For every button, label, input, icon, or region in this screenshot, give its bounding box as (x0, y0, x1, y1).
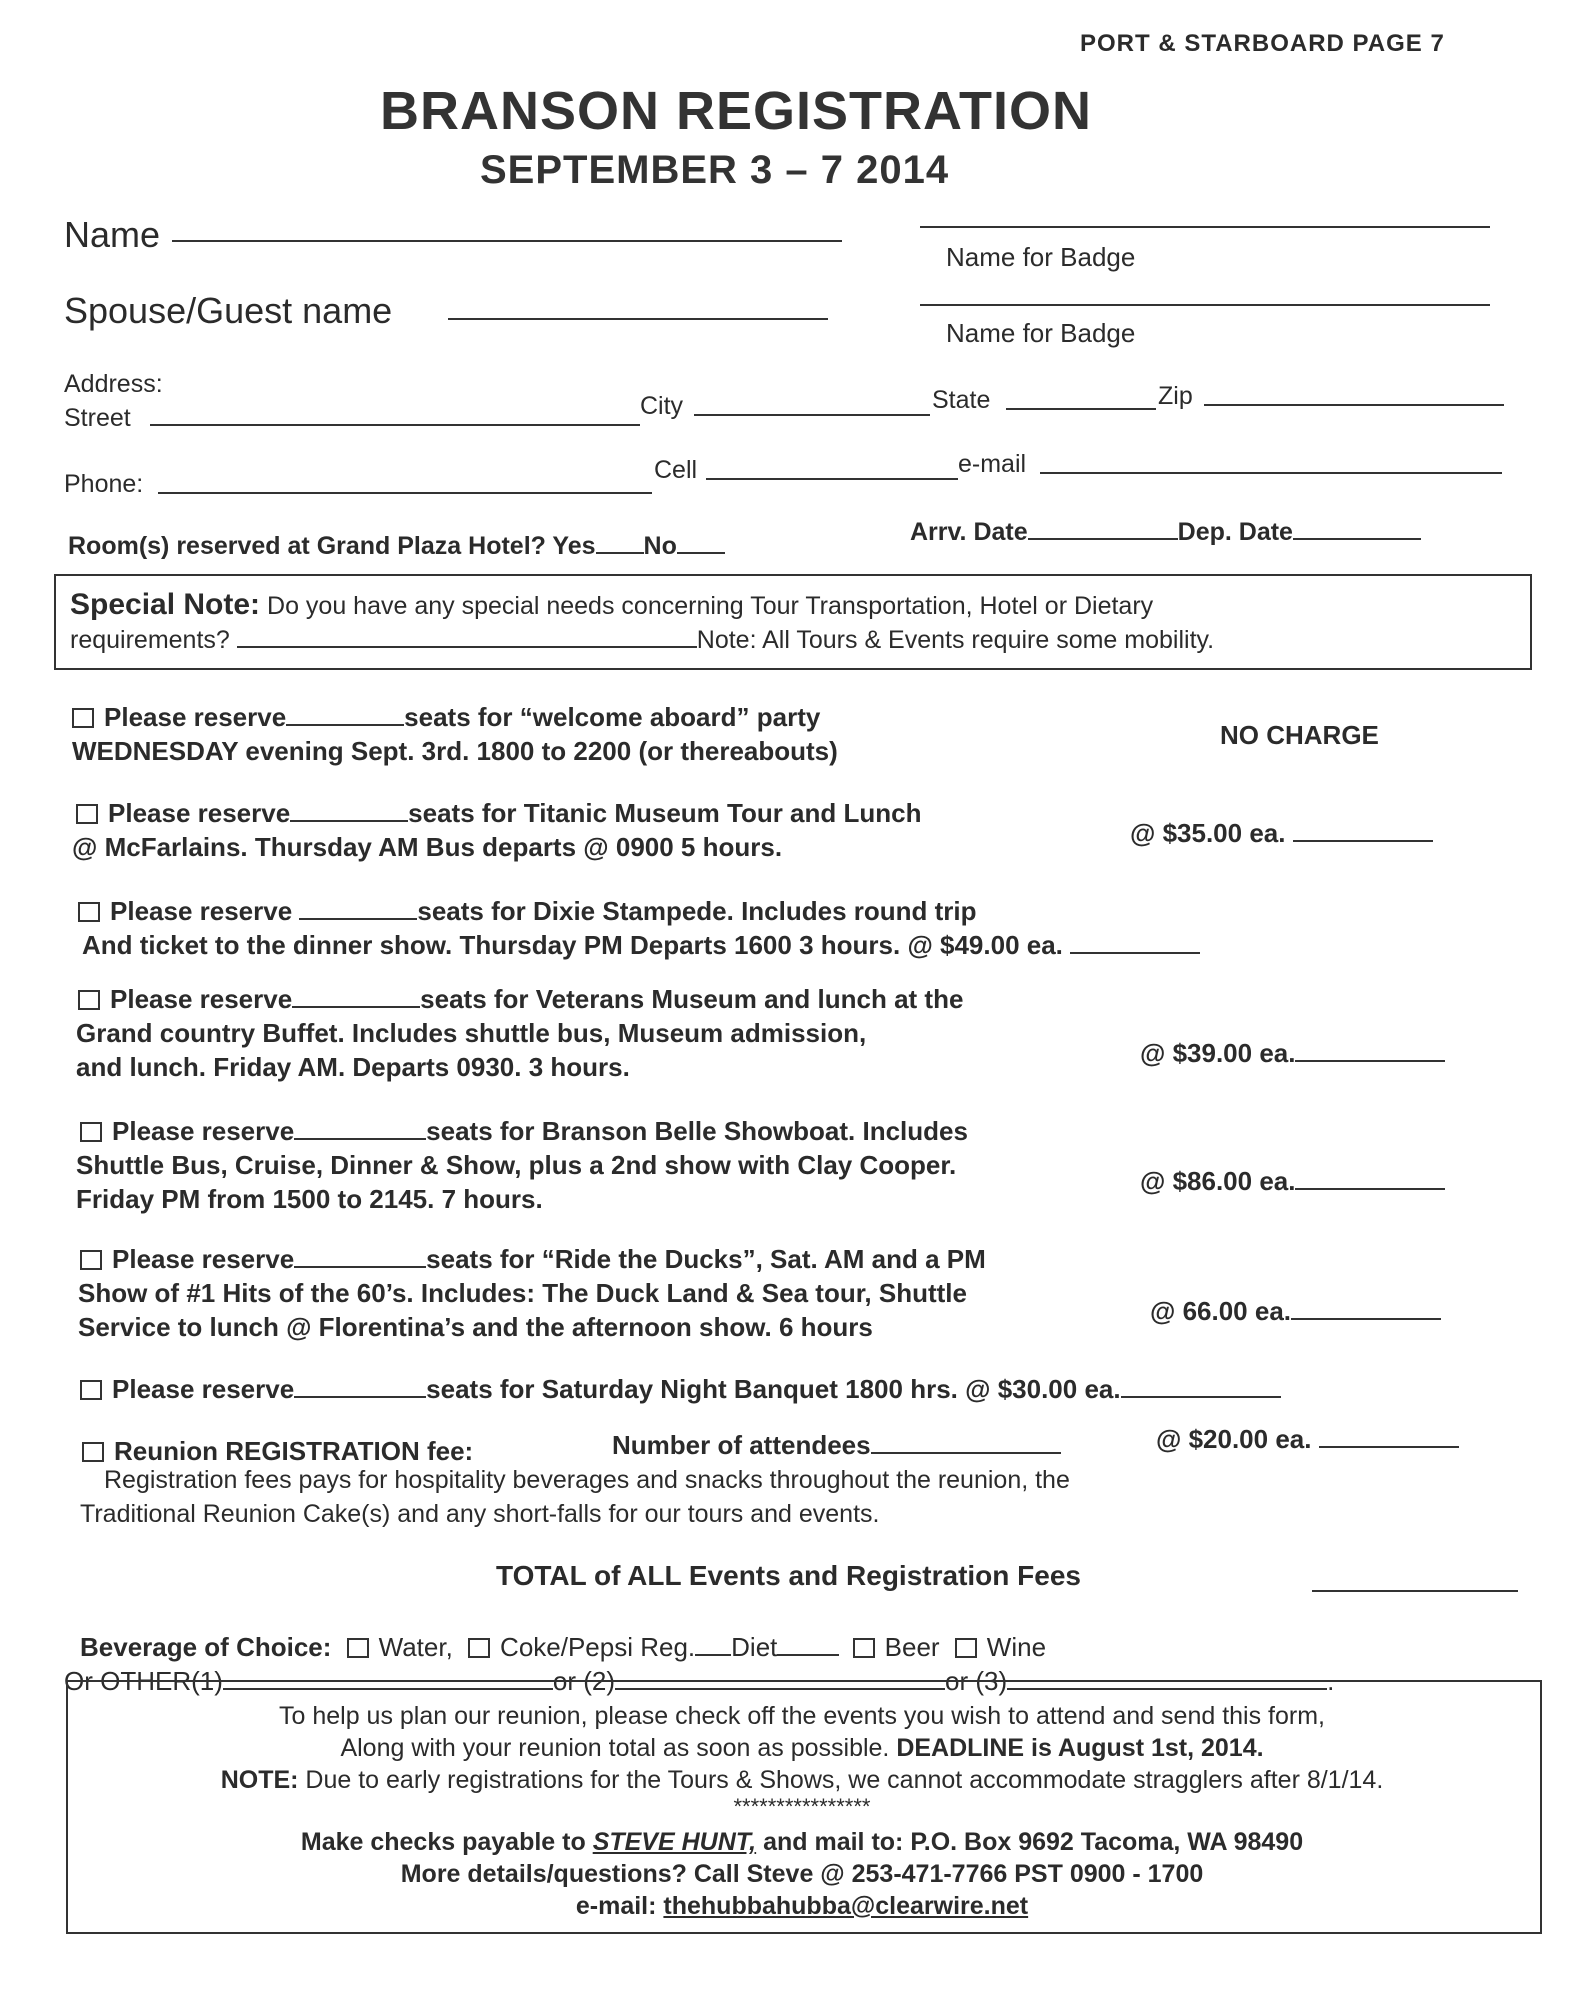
event-titanic-line2: @ McFarlains. Thursday AM Bus departs @ 0900 5 hours. (72, 832, 783, 862)
event-desc: seats for Branson Belle Showboat. Includes (426, 1116, 968, 1146)
room-label (68, 532, 725, 561)
event-banquet-seats-field[interactable] (294, 1395, 426, 1398)
event-titanic-amount-field[interactable] (1293, 839, 1433, 842)
event-showboat-checkbox[interactable] (80, 1122, 102, 1142)
registration-attendees (612, 1430, 1061, 1461)
special-note-line2 (70, 626, 1214, 655)
zip-field[interactable] (1204, 404, 1504, 406)
arrival-label (910, 518, 1421, 547)
total-field[interactable] (1312, 1590, 1518, 1592)
footer-email (66, 1892, 1538, 1921)
room-yes-field[interactable] (596, 551, 644, 554)
event-showboat-line2: Shuttle Bus, Cruise, Dinner & Show, plus a 2nd show with Clay Cooper. (76, 1150, 957, 1180)
special-note-label: Special Note: (70, 588, 261, 621)
event-desc: And ticket to the dinner show. Thursday PM Departs 1600 3 hours. (82, 930, 901, 960)
event-showboat-line1 (80, 1116, 968, 1147)
event-veterans-line2: Grand country Buffet. Includes shuttle bus, Museum admission, (76, 1018, 867, 1048)
page-label: PORT & STARBOARD PAGE 7 (1080, 30, 1445, 57)
price-text: @ $86.00 ea. (1140, 1166, 1296, 1196)
event-veterans-checkbox[interactable] (78, 990, 100, 1010)
event-titanic-checkbox[interactable] (76, 804, 98, 824)
wine-label: Wine (986, 1632, 1047, 1662)
registration-checkbox[interactable] (82, 1442, 104, 1462)
event-showboat-price (1140, 1166, 1445, 1197)
event-banquet-line1 (80, 1374, 1281, 1405)
special-note-text: Do you have any special needs concerning Tour Transportation, Hotel or Dietary (267, 592, 1154, 620)
event-veterans-seats-field[interactable] (292, 1005, 420, 1008)
street-field[interactable] (150, 424, 640, 426)
mail-address: and mail to: P.O. Box 9692 Tacoma, WA 98490 (756, 1828, 1304, 1856)
special-note-requirements: requirements? (70, 626, 230, 654)
price-text: @ $35.00 ea. (1130, 818, 1286, 848)
page-title: BRANSON REGISTRATION (380, 81, 1093, 141)
event-titanic-seats-field[interactable] (290, 819, 408, 822)
phone-label: Phone: (64, 470, 144, 498)
other-line: Or OTHER(1) or (2) or (3) . (64, 1666, 1335, 1696)
wine-checkbox[interactable] (955, 1638, 977, 1658)
event-welcome-line2: WEDNESDAY evening Sept. 3rd. 1800 to 2200 (or thereabouts) (72, 736, 838, 766)
zip-label: Zip (1158, 382, 1193, 410)
event-titanic-line1 (76, 798, 922, 829)
event-banquet-amount-field[interactable] (1121, 1395, 1281, 1398)
payee-name: STEVE HUNT, (592, 1828, 757, 1856)
attendees-field[interactable] (871, 1451, 1061, 1454)
event-label: Please reserve (112, 1116, 295, 1146)
room-no-field[interactable] (677, 551, 725, 554)
event-ducks-seats-field[interactable] (294, 1265, 426, 1268)
event-welcome-price: NO CHARGE (1220, 720, 1379, 750)
event-showboat-seats-field[interactable] (294, 1137, 426, 1140)
spouse-field[interactable] (448, 318, 828, 320)
event-desc: seats for Veterans Museum and lunch at the (420, 984, 964, 1014)
cell-field[interactable] (706, 478, 958, 480)
departure-date-field[interactable] (1293, 537, 1421, 540)
cell-label: Cell (654, 456, 698, 484)
price-text: @ $39.00 ea. (1140, 1038, 1296, 1068)
spouse-label: Spouse/Guest name (64, 290, 393, 331)
note-label: NOTE: (220, 1766, 299, 1794)
stars-divider: **************** (733, 1794, 871, 1819)
event-label: Please reserve (108, 798, 291, 828)
event-veterans-amount-field[interactable] (1295, 1059, 1445, 1062)
event-welcome-seats-field[interactable] (286, 723, 404, 726)
event-ducks-amount-field[interactable] (1291, 1317, 1441, 1320)
spouse-badge-label: Name for Badge (946, 318, 1136, 348)
registration-line (82, 1436, 473, 1467)
arrival-text: Arrv. Date (910, 518, 1028, 546)
event-dixie-seats-field[interactable] (299, 917, 417, 920)
event-desc: seats for Dixie Stampede. Includes round trip (417, 896, 977, 926)
event-label: Please reserve (110, 984, 293, 1014)
event-dixie-price: @ $49.00 ea. (907, 930, 1063, 960)
registration-price (1156, 1424, 1459, 1455)
attendees-label: Number of attendees (612, 1430, 871, 1460)
arrival-date-field[interactable] (1028, 537, 1178, 540)
page-subtitle: SEPTEMBER 3 – 7 2014 (480, 148, 950, 192)
event-dixie-amount-field[interactable] (1070, 951, 1200, 954)
event-banquet-price: @ $30.00 ea. (965, 1374, 1121, 1404)
event-showboat-amount-field[interactable] (1295, 1187, 1445, 1190)
street-label: Street (64, 404, 131, 432)
event-label: Please reserve (104, 702, 287, 732)
event-ducks-line3: Service to lunch @ Florentina’s and the afternoon show. 6 hours (78, 1312, 873, 1342)
checks-text: Make checks payable to (300, 1828, 593, 1856)
city-field[interactable] (694, 414, 930, 416)
footer-text: Along with your reunion total as soon as possible. (340, 1734, 897, 1762)
event-welcome-line1 (72, 702, 820, 733)
badge-name-field[interactable] (920, 226, 1490, 228)
diet-label: Diet (731, 1632, 778, 1662)
price-text: @ $20.00 ea. (1156, 1424, 1312, 1454)
water-label: Water, (378, 1632, 453, 1662)
footer-line1: To help us plan our reunion, please check off the events you wish to attend and send this form, (278, 1702, 1326, 1730)
beverage-label: Beverage of Choice: (80, 1632, 332, 1662)
name-field[interactable] (172, 240, 842, 242)
event-ducks-line2: Show of #1 Hits of the 60’s. Includes: The Duck Land & Sea tour, Shuttle (78, 1278, 967, 1308)
registration-label: Reunion REGISTRATION fee: (114, 1436, 474, 1466)
state-field[interactable] (1006, 408, 1156, 410)
event-titanic-price (1130, 818, 1433, 849)
event-ducks-checkbox[interactable] (80, 1250, 102, 1270)
event-desc: seats for “welcome aboard” party (404, 702, 821, 732)
footer-details: More details/questions? Call Steve @ 253-471-7766 PST 0900 - 1700 (400, 1860, 1204, 1888)
event-desc: seats for Titanic Museum Tour and Lunch (408, 798, 922, 828)
state-label: State (932, 386, 991, 414)
event-desc: seats for “Ride the Ducks”, Sat. AM and a PM (426, 1244, 986, 1274)
spouse-badge-field[interactable] (920, 304, 1490, 306)
badge-label: Name for Badge (946, 242, 1136, 272)
note-text: Due to early registrations for the Tours & Shows, we cannot accommodate stragglers after 8/1/14. (298, 1766, 1384, 1794)
registration-amount-field[interactable] (1319, 1445, 1459, 1448)
email-label-text: e-mail: (575, 1892, 664, 1920)
email-field[interactable] (1040, 472, 1502, 474)
price-text: @ 66.00 ea. (1150, 1296, 1292, 1326)
event-veterans-line1 (78, 984, 963, 1015)
special-needs-field[interactable] (237, 645, 697, 648)
beer-checkbox[interactable] (853, 1638, 875, 1658)
other-label: Or OTHER(1) (64, 1666, 223, 1696)
event-banquet-checkbox[interactable] (80, 1380, 102, 1400)
event-dixie-line2 (82, 930, 1200, 961)
event-ducks-line1 (80, 1244, 986, 1275)
event-welcome-checkbox[interactable] (72, 708, 94, 728)
event-showboat-line3: Friday PM from 1500 to 2145. 7 hours. (76, 1184, 543, 1214)
event-desc: seats for Saturday Night Banquet 1800 hrs. (426, 1374, 958, 1404)
phone-field[interactable] (158, 492, 652, 494)
event-veterans-price (1140, 1038, 1445, 1069)
footer-line3 (66, 1766, 1538, 1795)
event-dixie-line1 (78, 896, 977, 927)
deadline-text: DEADLINE is August 1st, 2014. (896, 1734, 1264, 1762)
address-label: Address: (64, 370, 163, 398)
event-label: Please reserve (110, 896, 300, 926)
departure-text: Dep. Date (1177, 518, 1293, 546)
event-label: Please reserve (112, 1374, 295, 1404)
coke-label: Coke/Pepsi Reg. (500, 1632, 696, 1662)
special-note-mobility: Note: All Tours & Events require some mobility. (696, 626, 1215, 654)
event-dixie-checkbox[interactable] (78, 902, 100, 922)
registration-desc2: Traditional Reunion Cake(s) and any short-falls for our tours and events. (80, 1500, 880, 1528)
or3-label: or (3) (945, 1666, 1008, 1696)
registration-desc1: Registration fees pays for hospitality beverages and snacks throughout the reunion, the (104, 1466, 1070, 1494)
total-label: TOTAL of ALL Events and Registration Fees (496, 1560, 1081, 1591)
event-label: Please reserve (112, 1244, 295, 1274)
city-label: City (640, 392, 684, 420)
coke-reg-field[interactable] (695, 1653, 731, 1656)
event-ducks-price (1150, 1296, 1441, 1327)
name-label: Name (64, 214, 161, 255)
special-note-line1 (70, 588, 1153, 622)
water-checkbox[interactable] (347, 1638, 369, 1658)
email-link[interactable]: thehubbahubba@clearwire.net (663, 1892, 1029, 1920)
room-question: Room(s) reserved at Grand Plaza Hotel? Yes (68, 532, 596, 560)
diet-field[interactable] (777, 1653, 839, 1656)
or2-label: or (2) (552, 1666, 616, 1696)
event-veterans-line3: and lunch. Friday AM. Departs 0930. 3 hours. (76, 1052, 630, 1082)
beverage-line (80, 1632, 1046, 1663)
footer-checks (66, 1828, 1538, 1857)
coke-checkbox[interactable] (468, 1638, 490, 1658)
beer-label: Beer (884, 1632, 940, 1662)
footer-line2 (66, 1734, 1538, 1763)
email-label: e-mail (958, 450, 1027, 478)
room-no-label: No (643, 532, 677, 560)
